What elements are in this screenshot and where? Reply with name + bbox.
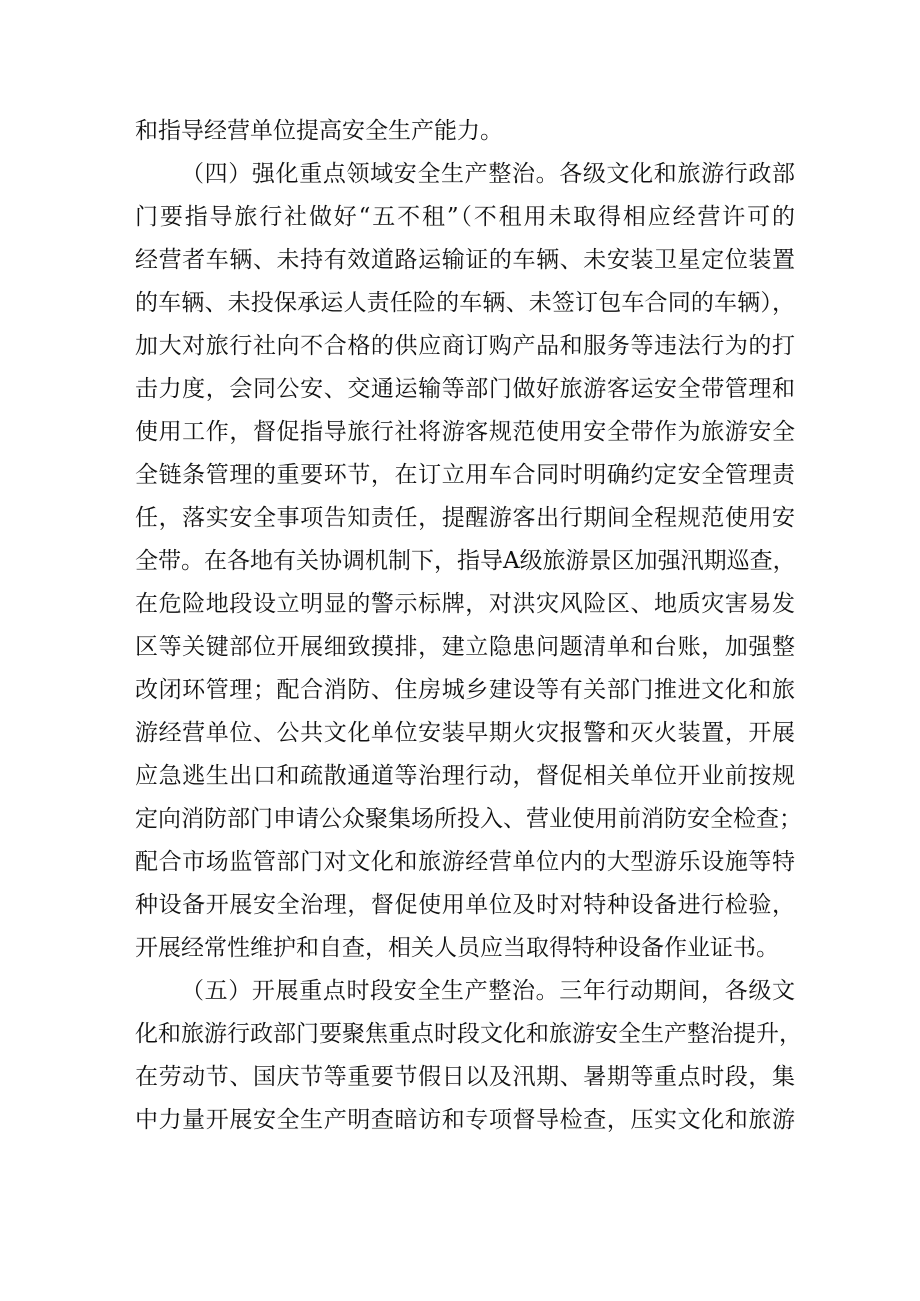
text-line: 的车辆、未投保承运人责任险的车辆、未签订包车合同的车辆），	[135, 290, 795, 316]
text-line: 改闭环管理；配合消防、住房城乡建设等有关部门推进文化和旅	[135, 677, 795, 703]
text-line: 中力量开展安全生产明查暗访和专项督导检查，压实文化和旅游	[135, 1107, 795, 1133]
text-line: 种设备开展安全治理，督促使用单位及时对特种设备进行检验，	[135, 892, 795, 918]
text-line: 和指导经营单位提高安全生产能力。	[135, 118, 503, 144]
text-line: （五）开展重点时段安全生产整治。三年行动期间，各级文	[181, 978, 795, 1004]
text-line: 应急逃生出口和疏散通道等治理行动，督促相关单位开业前按规	[135, 763, 795, 789]
text-line: 区等关键部位开展细致摸排，建立隐患问题清单和台账，加强整	[135, 634, 795, 660]
text-line: 化和旅游行政部门要聚焦重点时段文化和旅游安全生产整治提升，	[135, 1021, 802, 1047]
text-line: （四）强化重点领域安全生产整治。各级文化和旅游行政部	[181, 161, 795, 187]
text-line: 加大对旅行社向不合格的供应商订购产品和服务等违法行为的打	[135, 333, 795, 359]
text-line: 击力度，会同公安、交通运输等部门做好旅游客运安全带管理和	[135, 376, 795, 402]
text-line: 经营者车辆、未持有效道路运输证的车辆、未安装卫星定位装置	[135, 247, 795, 273]
text-line: 配合市场监管部门对文化和旅游经营单位内的大型游乐设施等特	[135, 849, 795, 875]
text-line: 使用工作，督促指导旅行社将游客规范使用安全带作为旅游安全	[135, 419, 795, 445]
text-line: 开展经常性维护和自查，相关人员应当取得特种设备作业证书。	[135, 935, 779, 961]
text-line: 全链条管理的重要环节，在订立用车合同时明确约定安全管理责	[135, 462, 795, 488]
text-line: 全带。在各地有关协调机制下，指导A级旅游景区加强汛期巡查，	[135, 548, 796, 574]
text-line: 门要指导旅行社做好“五不租”（不租用未取得相应经营许可的	[135, 204, 795, 230]
text-line: 在危险地段设立明显的警示标牌，对洪灾风险区、地质灾害易发	[135, 591, 795, 617]
text-line: 在劳动节、国庆节等重要节假日以及汛期、暑期等重点时段，集	[135, 1064, 795, 1090]
text-line: 定向消防部门申请公众聚集场所投入、营业使用前消防安全检查；	[135, 806, 802, 832]
text-line: 任，落实安全事项告知责任，提醒游客出行期间全程规范使用安	[135, 505, 795, 531]
body-text	[135, 110, 802, 1142]
text-line: 游经营单位、公共文化单位安装早期火灾报警和灭火装置，开展	[135, 720, 795, 746]
